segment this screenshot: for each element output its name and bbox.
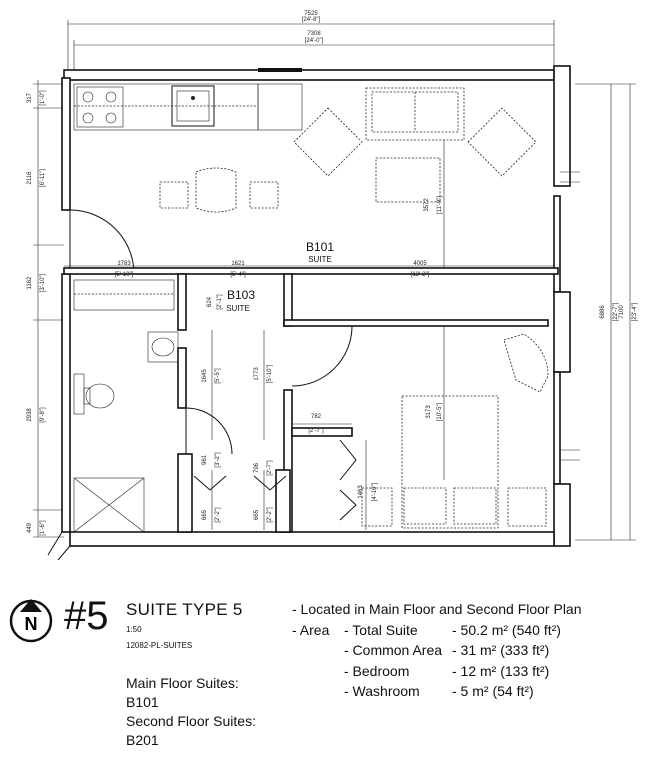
dim-left-bottom-mm: 449 <box>27 522 33 534</box>
closet-shelves <box>74 280 174 310</box>
plan-title: SUITE TYPE 5 <box>126 600 243 619</box>
dim-closet2-depth-ft: [4'-10"] <box>372 482 378 502</box>
plan-scale: 1:50 <box>126 625 142 634</box>
info-row-value: - 31 m² (333 ft²) <box>452 642 550 658</box>
main-floor-suite: B101 <box>126 694 159 710</box>
dim-hall-mid-mm: 796 <box>254 462 260 474</box>
dim-hall-upper-mm: 1773 <box>254 367 260 381</box>
second-floor-heading: Second Floor Suites: <box>126 713 256 729</box>
bedroom-furniture <box>362 334 548 528</box>
dim-closet2-depth-mm: 1463 <box>358 485 364 499</box>
dim-hall-bottom-ft: [2'-2"] <box>267 507 273 523</box>
info-area-label: - Area <box>292 621 330 638</box>
main-floor-heading: Main Floor Suites: <box>126 675 239 691</box>
dim-bath-bottom-ft: [2'-2"] <box>215 507 221 523</box>
dim-left-upper-ft: [6'-11"] <box>40 168 46 188</box>
left-dimensions <box>27 80 64 537</box>
drawing-code: 12082-PL-SUITES <box>126 641 193 650</box>
dim-hall-mid-ft: [2'-7"] <box>267 460 273 476</box>
living-furniture <box>160 88 536 212</box>
dim-bath-bottom-mm: 665 <box>202 509 208 521</box>
dim-hall-bottom-mm: 665 <box>254 509 260 521</box>
dim-left-bath-mm: 2938 <box>27 408 33 422</box>
right-dimensions <box>575 84 638 540</box>
internal-dimensions <box>64 140 554 530</box>
dim-overall-mm: 7525 <box>304 11 318 17</box>
dim-right-outer-ft: [23'-4"] <box>632 302 638 322</box>
dim-hall-upper-ft: [5'-10"] <box>267 364 273 384</box>
dim-overall-ft: [24'-8"] <box>301 17 321 23</box>
info-row-value: - 5 m² (54 ft²) <box>452 683 534 699</box>
dim-left-door-mm: 1162 <box>27 276 33 290</box>
top-dimensions <box>68 11 554 70</box>
room-label-suite: SUITE <box>308 255 332 264</box>
dim-right-inner-mm: 6886 <box>600 305 606 319</box>
info-row-name: - Total Suite <box>344 621 418 638</box>
dim-bath-lower-ft: [3'-2"] <box>215 452 221 468</box>
dim-bedroom-depth-ft: [10'-5"] <box>437 402 443 422</box>
dim-bath-wall-ft: [5'-5"] <box>215 368 221 384</box>
kitchen <box>74 84 302 130</box>
dim-closet-depth-mm: 624 <box>207 296 213 308</box>
dim-top-wall-mm: 317 <box>27 92 33 104</box>
dim-bedroom-width-ft: [13'-2"] <box>410 272 430 278</box>
info-row-value: - 50.2 m² (540 ft²) <box>452 621 561 638</box>
dim-living-depth-ft: [11'-9"] <box>437 195 443 215</box>
dim-right-outer-mm: 7100 <box>619 305 625 319</box>
dim-bath-width-mm: 1783 <box>117 261 131 267</box>
dim-closet2-width-ft: [2'-7"] <box>308 428 324 434</box>
suite-list <box>126 674 256 750</box>
dim-left-upper-mm: 2116 <box>27 171 33 185</box>
second-floor-suite: B201 <box>126 732 159 748</box>
dim-interior-ft: [24'-0"] <box>304 38 324 44</box>
info-row-value: - 12 m² (133 ft²) <box>452 662 550 679</box>
dim-closet2-width-mm: 782 <box>310 414 322 420</box>
north-arrow-icon <box>8 598 54 644</box>
dim-bath-width-ft: [5'-10"] <box>114 272 134 278</box>
plan-number: #5 <box>64 594 109 638</box>
outer-walls <box>48 66 580 560</box>
dim-bedroom-width-mm: 4005 <box>413 261 427 267</box>
dim-bath-wall-mm: 1645 <box>202 369 208 383</box>
room-label-suite-id: B101 <box>305 240 335 254</box>
dim-closet-width-mm: 1621 <box>231 261 245 267</box>
dim-interior-mm: 7308 <box>307 31 321 37</box>
info-row-name: - Washroom <box>344 683 420 699</box>
info-row-name: - Common Area <box>344 642 443 658</box>
dim-left-bath-ft: [9'-8"] <box>40 407 46 423</box>
bathroom-fixtures <box>74 332 178 532</box>
dim-closet-width-ft: [5'-4"] <box>230 272 246 278</box>
dim-bath-lower-mm: 961 <box>202 454 208 466</box>
north-letter: N <box>24 614 38 634</box>
dim-right-inner-ft: [22'-7"] <box>613 302 619 322</box>
interior-doors <box>186 326 356 520</box>
dim-living-depth-mm: 3572 <box>424 198 430 212</box>
dim-left-bottom-ft: [1'-6"] <box>40 520 46 536</box>
interior-walls <box>64 268 558 532</box>
dim-top-wall-ft: [1'-0"] <box>40 90 46 106</box>
room-label-bath-id: B103 <box>226 288 256 302</box>
dim-left-door-ft: [3'-10"] <box>40 273 46 293</box>
room-label-bath-suite: SUITE <box>226 304 250 313</box>
dim-closet-depth-ft: [2'-1"] <box>217 294 223 310</box>
dim-bedroom-depth-mm: 3173 <box>426 405 432 419</box>
info-row-name: - Bedroom <box>344 662 410 679</box>
